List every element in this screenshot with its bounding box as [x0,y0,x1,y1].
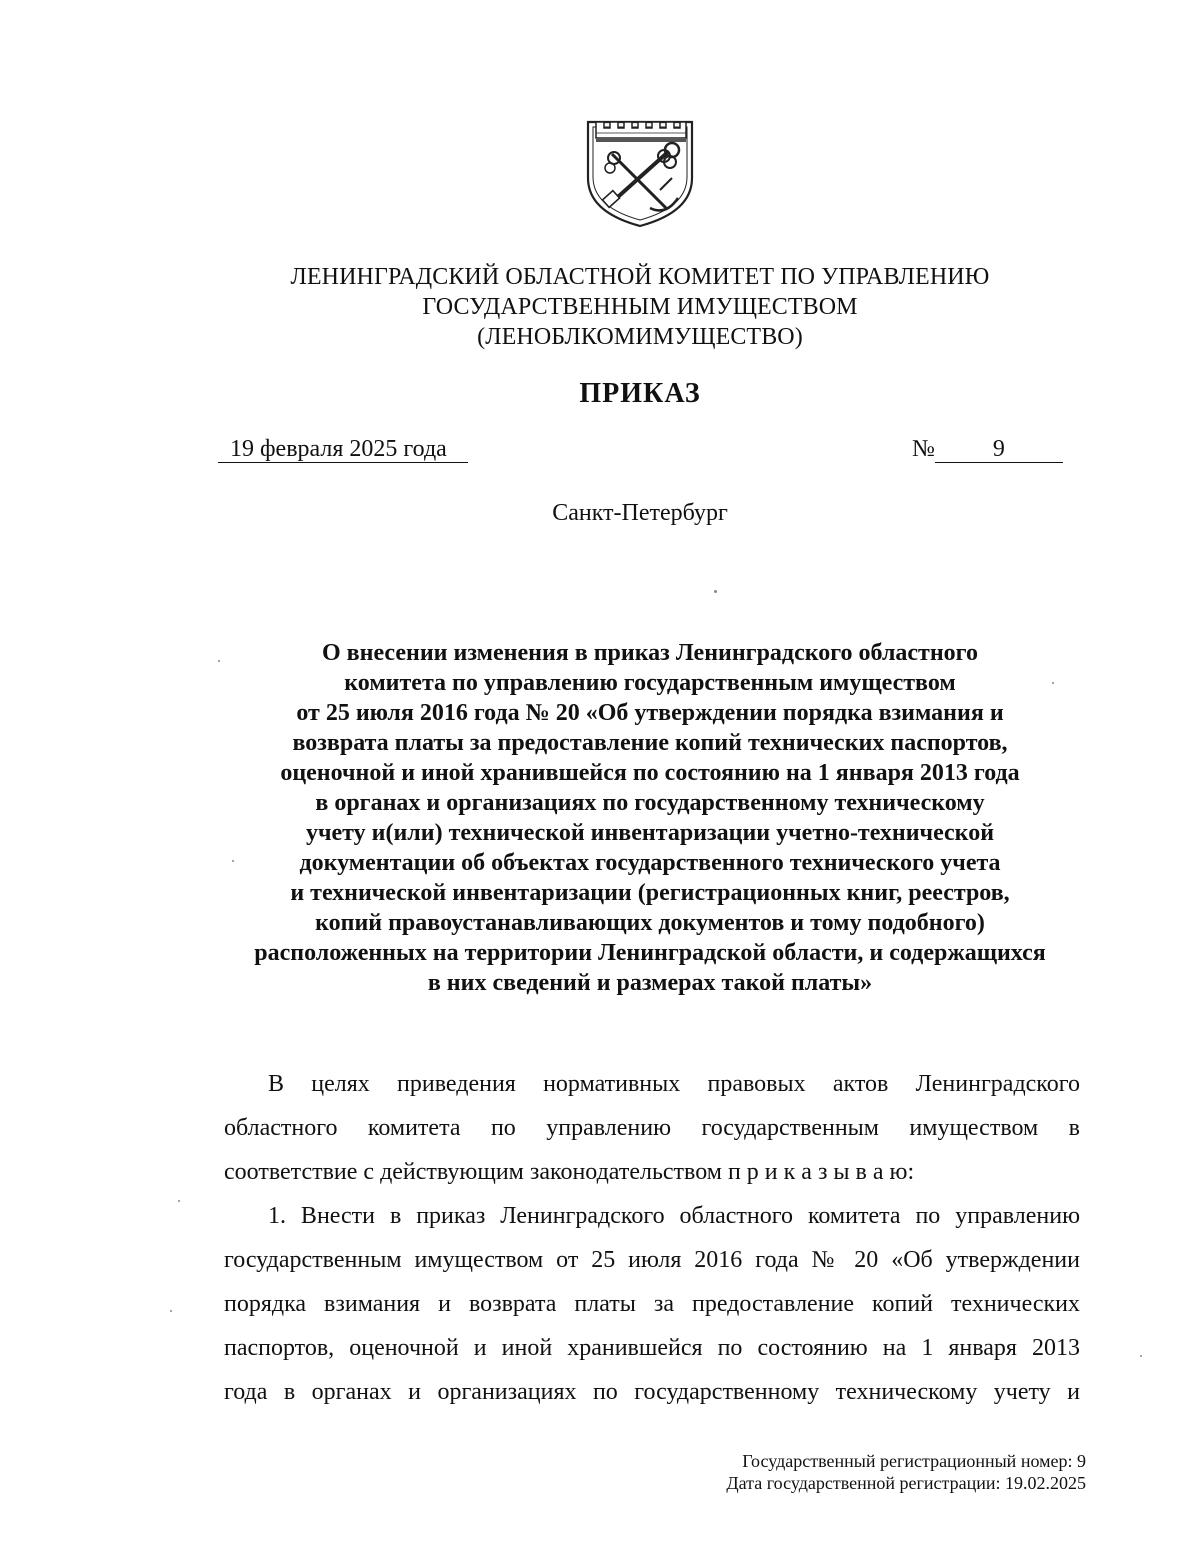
heading-line: в органах и организациях по государственному техническому [315,790,985,816]
order-body-text [224,1062,1080,1414]
order-number [912,436,1063,463]
heading-line: от 25 июля 2016 года № 20 «Об утверждении порядка взимания и [296,700,1004,726]
heading-line: возврата платы за предоставление копий технических паспортов, [292,730,1008,756]
body-paragraph-line: порядка взимания и возврата платы за предоставление копий технических [224,1291,1080,1317]
order-title: ПРИКАЗ [579,378,701,409]
heading-line: в них сведений и размерах такой платы» [427,970,873,996]
order-number-value: 9 [935,436,1063,463]
heading-line: комитета по управлению государственным имуществом [344,670,956,696]
order-number-label: № [912,436,935,462]
heading-line: документации об объектах государственного технического учета [299,850,1001,876]
order-subject-heading [220,638,1080,998]
heading-line: учету и(или) технической инвентаризации учетно-технической [305,820,995,846]
organization-name-line: (ЛЕНОБЛКОМИМУЩЕСТВО) [477,324,803,350]
order-city: Санкт-Петербург [552,500,728,526]
organization-name [200,262,1080,352]
scan-speck [218,660,220,662]
body-paragraph-line: паспортов, оценочной и иной хранившейся по состоянию на 1 января 2013 [224,1335,1080,1361]
organization-name-line: ЛЕНИНГРАДСКИЙ ОБЛАСТНОЙ КОМИТЕТ ПО УПРАВЛЕНИЮ [290,264,990,290]
registration-number: Государственный регистрационный номер: 9 [742,1451,1086,1471]
scan-speck [170,1310,172,1312]
registration-date: Дата государственной регистрации: 19.02.2025 [726,1473,1086,1493]
scan-speck [1052,682,1054,684]
body-paragraph-line: года в органах и организациях по государственному техническому учету и [224,1379,1080,1405]
body-paragraph-line: В целях приведения нормативных правовых актов Ленинградского [268,1071,1080,1097]
heading-line: оценочной и иной хранившейся по состоянию на 1 января 2013 года [280,760,1020,786]
registration-info [640,1450,1086,1494]
scan-speck [1140,1355,1142,1357]
scan-speck [714,590,717,593]
organization-name-line: ГОСУДАРСТВЕННЫМ ИМУЩЕСТВОМ [422,294,858,320]
heading-line: копий правоустанавливающих документов и тому подобного) [315,910,985,936]
body-paragraph-line: 1. Внести в приказ Ленинградского областного комитета по управлению [268,1203,1080,1229]
order-date: 19 февраля 2025 года [218,436,468,463]
scan-speck [178,1200,180,1202]
heading-line: и технической инвентаризации (регистрационных книг, реестров, [290,880,1010,906]
body-paragraph-line: соответствие с действующим законодательством п р и к а з ы в а ю: [224,1159,915,1185]
body-paragraph-line: государственным имуществом от 25 июля 2016 года № 20 «Об утверждении [224,1247,1080,1273]
body-paragraph-line: областного комитета по управлению государственным имуществом в [224,1115,1080,1141]
heading-line: расположенных на территории Ленинградской области, и содержащихся [254,940,1046,966]
heading-line: О внесении изменения в приказ Ленинградского областного [322,640,978,666]
leningrad-oblast-coat-of-arms-icon [580,108,700,228]
scan-speck [232,860,234,862]
